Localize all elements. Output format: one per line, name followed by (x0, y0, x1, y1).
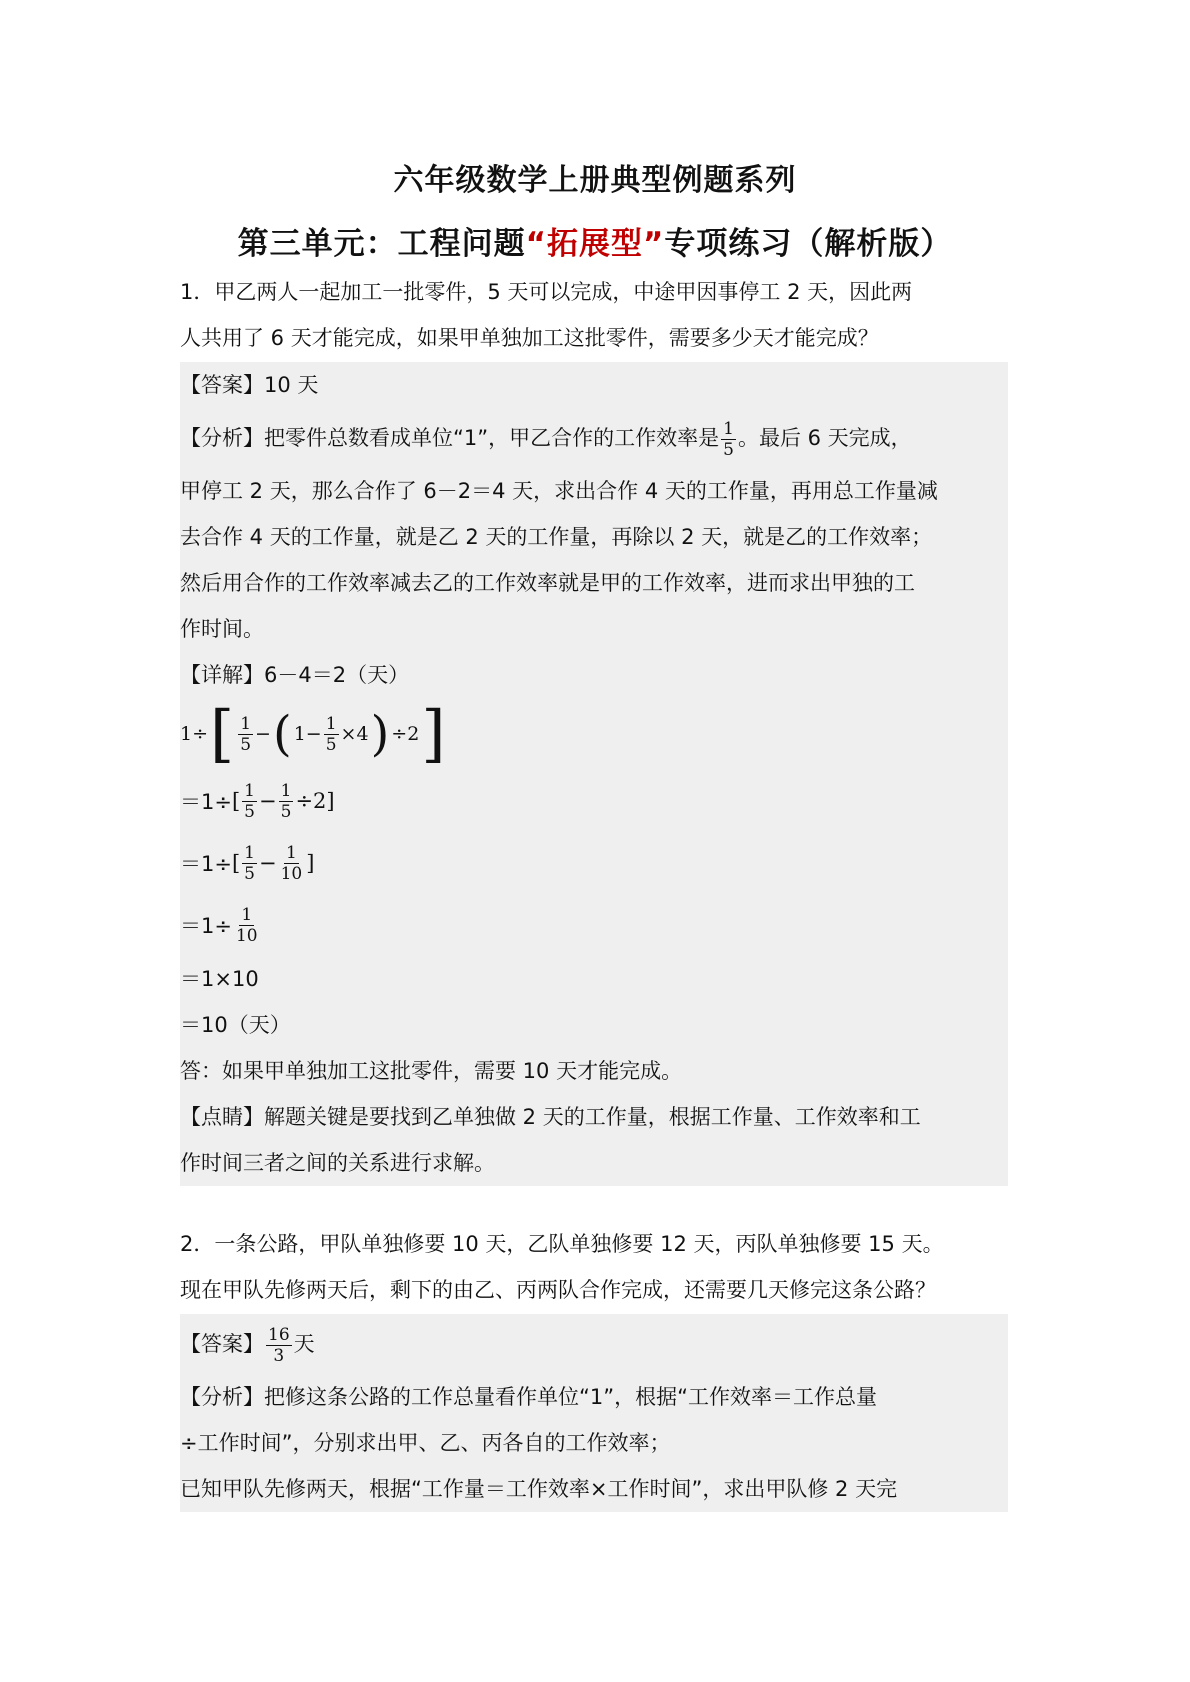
answer-unit: 天 (293, 1332, 315, 1356)
analysis-text: 把零件总数看成单位“1”，甲乙合作的工作效率是 (264, 426, 720, 450)
tip-text: 解题关键是要找到乙单独做 2 天的工作量，根据工作量、工作效率和工 (264, 1105, 921, 1129)
answer-fraction: $\frac{16}{3}$ (268, 1324, 290, 1366)
q2-answer (180, 1314, 1008, 1374)
q1-answer (180, 362, 1008, 408)
subtitle-prefix: 第三单元：工程问题 (237, 226, 526, 262)
question-1-solution (180, 362, 1008, 1186)
analysis-text: 把修这条公路的工作总量看作单位“1”，根据“工作效率＝工作总量 (264, 1385, 877, 1409)
q1-conclusion: 答：如果甲单独加工这批零件，需要 10 天才能完成。 (180, 1059, 683, 1083)
q1-step-5: ＝10（天） (180, 1013, 291, 1037)
q1-step-3: ＝1÷ $\frac{1}{10}$ (180, 904, 258, 946)
q2-analysis-line-2: ÷工作时间”，分别求出甲、乙、丙各自的工作效率； (180, 1431, 671, 1455)
answer-label: 【答案】 (180, 373, 264, 397)
q1-tip-line-2: 作时间三者之间的关系进行求解。 (180, 1151, 495, 1175)
page-subtitle (0, 218, 1190, 263)
q1-analysis-line-4: 然后用合作的工作效率减去乙的工作效率就是甲的工作效率，进而求出甲独的工 (180, 571, 915, 595)
q2-analysis-line-1 (180, 1374, 1008, 1420)
analysis-label: 【分析】 (180, 1385, 264, 1409)
q1-analysis-line-3: 去合作 4 天的工作量，就是乙 2 天的工作量，再除以 2 天，就是乙的工作效率； (180, 525, 933, 549)
answer-value: 10 天 (264, 373, 319, 397)
page-title: 六年级数学上册典型例题系列 (393, 163, 797, 198)
question-1-line-1: 1．甲乙两人一起加工一批零件，5 天可以完成，中途甲因事停工 2 天，因此两 (180, 280, 913, 304)
question-2 (180, 1221, 1008, 1313)
q1-step-2: ＝1÷ [ $\frac{1}{5}$ − $\frac{1}{10}$ ] (180, 842, 315, 884)
detail-first-step: 6－4＝2（天） (264, 663, 410, 687)
question-1 (180, 269, 1008, 361)
analysis-text: 。最后 6 天完成， (737, 426, 912, 450)
q1-analysis-line-1 (180, 408, 1008, 468)
q2-analysis-line-3: 已知甲队先修两天，根据“工作量＝工作效率×工作时间”，求出甲队修 2 天完 (180, 1477, 898, 1501)
question-2-solution (180, 1314, 1008, 1512)
detail-label: 【详解】 (180, 663, 264, 687)
q1-expression-main: 1÷ [ $\frac{1}{5}$ − ( 1− $\frac{1}{5}$ ×4 ) ÷2 ] (180, 697, 446, 770)
question-2-line-1: 2．一条公路，甲队单独修要 10 天，乙队单独修要 12 天，丙队单独修要 15 天。 (180, 1232, 944, 1256)
tip-label: 【点睛】 (180, 1105, 264, 1129)
subtitle-highlight: “拓展型” (525, 226, 665, 262)
q1-step-1: ＝1÷ [ $\frac{1}{5}$ − $\frac{1}{5}$ ÷2] (180, 780, 335, 822)
fraction-one-fifth: $\frac{1}{5}$ (723, 418, 734, 460)
q1-analysis-line-5: 作时间。 (180, 617, 264, 641)
analysis-label: 【分析】 (180, 426, 264, 450)
q1-step-4: ＝1×10 (180, 967, 259, 991)
subtitle-suffix: 专项练习（解析版） (664, 226, 953, 262)
answer-label: 【答案】 (180, 1332, 264, 1356)
q1-detail (180, 652, 1008, 698)
question-1-line-2: 人共用了 6 天才能完成，如果甲单独加工这批零件，需要多少天才能完成？ (180, 326, 879, 350)
q1-tip-line-1 (180, 1094, 1008, 1140)
q1-analysis-line-2: 甲停工 2 天，那么合作了 6－2＝4 天，求出合作 4 天的工作量，再用总工作量减 (180, 479, 938, 503)
question-2-line-2: 现在甲队先修两天后，剩下的由乙、丙两队合作完成，还需要几天修完这条公路？ (180, 1278, 936, 1302)
